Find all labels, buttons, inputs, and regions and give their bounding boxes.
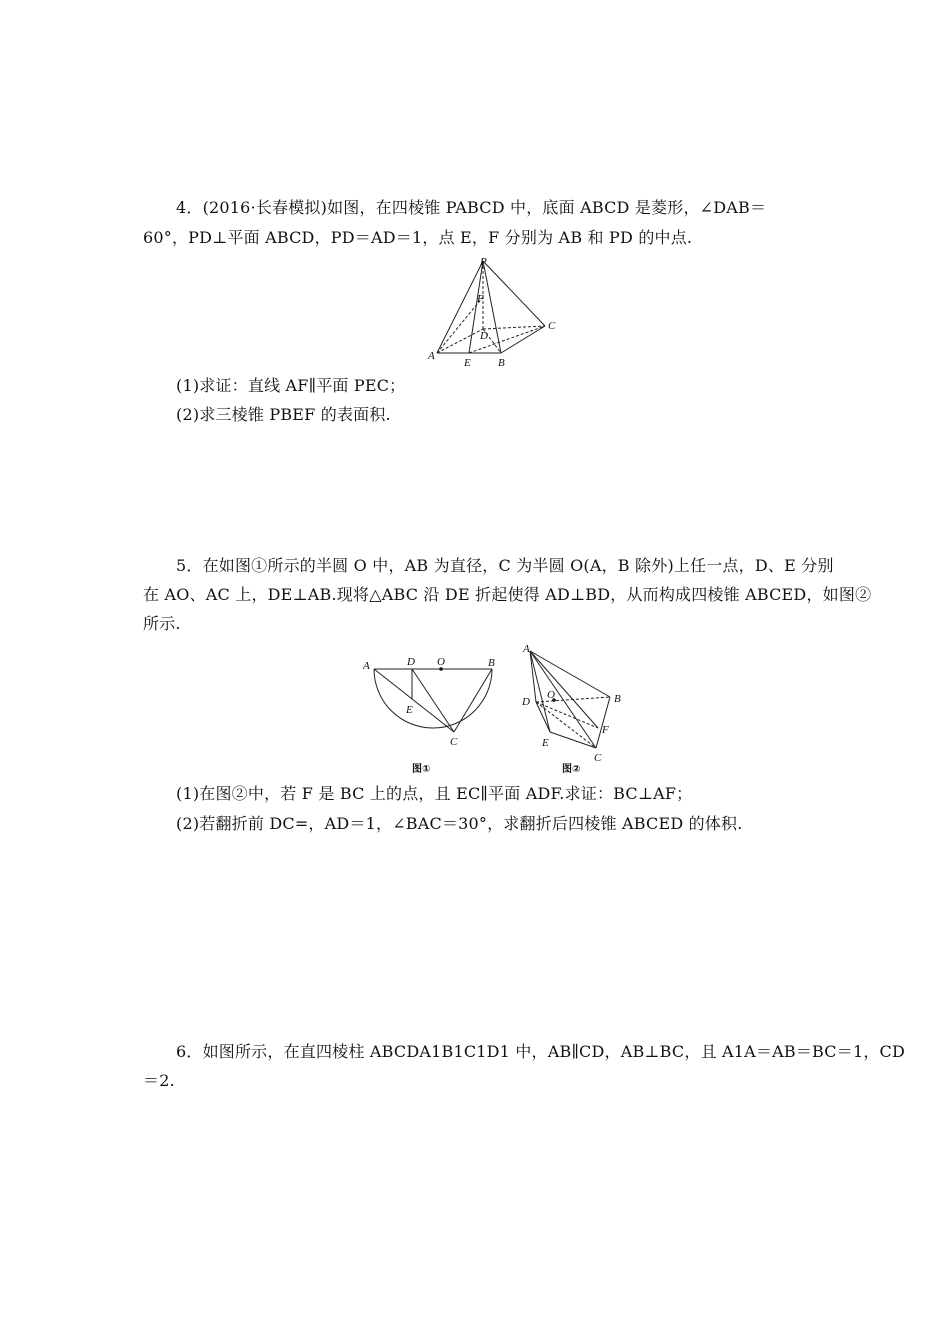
edge-AB: [530, 651, 610, 697]
q4-subquestion-1: (1)求证：直线 AF∥平面 PEC；: [176, 376, 406, 395]
label-E: E: [464, 357, 471, 369]
label-C: C: [548, 320, 556, 332]
edge-AC: [530, 651, 596, 748]
q5-subquestion-1: (1)在图②中，若 F 是 BC 上的点，且 EC∥平面 ADF.求证：BC⊥AF；: [176, 784, 693, 803]
q5-figure-2-pyramid: [510, 640, 635, 778]
edge-DC: [483, 326, 545, 329]
q5-text-line3: 所示.: [143, 614, 181, 633]
q6-text-line2: ＝2.: [143, 1071, 175, 1090]
figure-1-caption: 图①: [412, 764, 431, 775]
chord-AC: [374, 669, 454, 732]
edge-AF: [530, 651, 598, 728]
q5-text-line1: 5．在如图①所示的半圆 O 中，AB 为直径，C 为半圆 O(A，B 除外)上任一点，D、E 分别: [176, 556, 834, 575]
label-A: A: [428, 350, 435, 362]
label-A: A: [363, 660, 370, 672]
chord-BC: [454, 669, 492, 732]
q5-figure-1-semicircle: [360, 652, 510, 778]
edge-AF: [437, 297, 483, 353]
label-O: O: [437, 656, 445, 668]
edge-PC: [483, 261, 545, 326]
q5-text-line2: 在 AO、AC 上，DE⊥AB.现将△ABC 沿 DE 折起使得 AD⊥BD，从而构成四棱锥 ABCED，如图②: [143, 585, 872, 604]
label-B: B: [614, 693, 621, 705]
label-B: B: [498, 357, 505, 369]
q4-subquestion-2: (2)求三棱锥 PBEF 的表面积.: [176, 405, 391, 424]
q4-text-line2: 60°，PD⊥平面 ABCD，PD＝AD＝1，点 E，F 分别为 AB 和 PD 的中点.: [143, 228, 693, 247]
label-F: F: [477, 293, 484, 305]
q4-text-line1: 4．(2016·长春模拟)如图，在四棱锥 PABCD 中，底面 ABCD 是菱形，∠DAB＝: [176, 198, 767, 217]
label-A: A: [523, 643, 530, 655]
figure-2-caption: 图②: [562, 764, 581, 775]
segment-DC: [412, 669, 454, 732]
edge-BC: [596, 697, 610, 748]
label-D: D: [522, 696, 530, 708]
edge-EC: [550, 732, 596, 748]
label-E: E: [542, 737, 549, 749]
label-C: C: [450, 736, 458, 748]
label-F: F: [602, 724, 609, 736]
q6-text-line1: 6．如图所示，在直四棱柱 ABCDA1B1C1D1 中，AB∥CD，AB⊥BC，且 A1A＝AB＝BC＝1，CD: [176, 1042, 905, 1061]
label-D: D: [480, 330, 488, 342]
label-D: D: [407, 656, 415, 668]
label-E: E: [406, 704, 413, 716]
label-B: B: [488, 657, 495, 669]
label-O: O: [547, 689, 555, 701]
q5-subquestion-2: (2)若翻折前 DC=，AD＝1，∠BAC＝30°，求翻折后四棱锥 ABCED 的体积.: [176, 814, 743, 833]
q4-pyramid-figure: [425, 255, 565, 373]
edge-AD: [437, 329, 483, 353]
label-P: P: [480, 256, 487, 268]
label-C: C: [594, 752, 602, 764]
